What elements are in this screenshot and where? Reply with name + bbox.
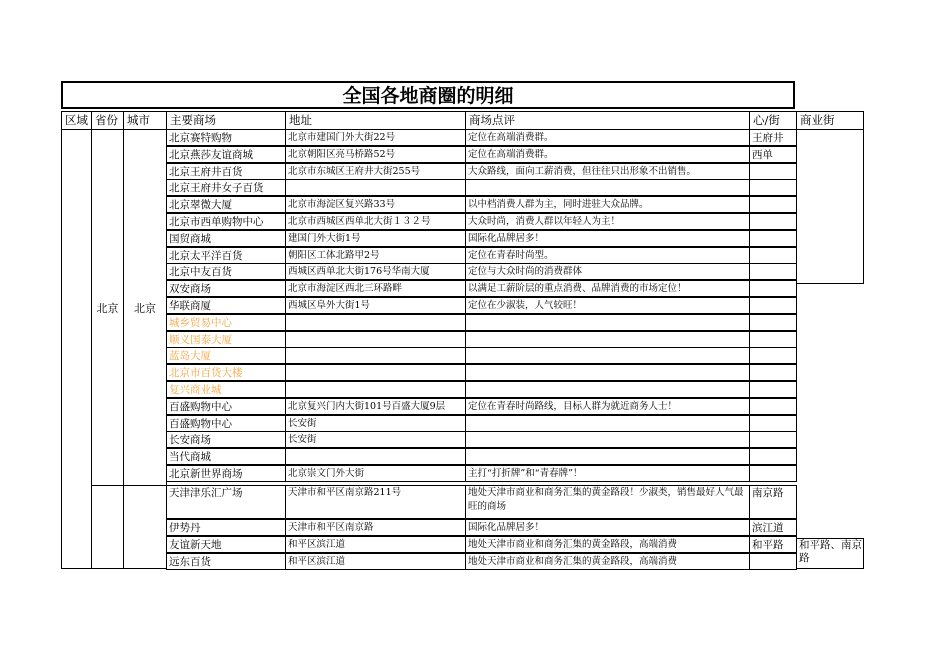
comment-cell: 国际化品牌居多！: [465, 230, 750, 247]
address-cell: 北京市海淀区西北三环路畔: [285, 280, 466, 297]
comment-cell: [465, 448, 750, 465]
mall-cell: 远东百货: [166, 553, 286, 570]
mall-cell: 复兴商业城: [166, 381, 286, 398]
comment-cell: [465, 347, 750, 364]
street-cell: [749, 364, 797, 381]
comment-cell: [465, 314, 750, 331]
street-cell: [749, 213, 797, 230]
comment-cell: 定位在青春时尚路线，目标人群为就近商务人士！: [465, 398, 750, 415]
mall-cell: 天津津乐汇广场: [166, 485, 286, 519]
address-cell: 北京崇文门外大街: [285, 465, 466, 482]
table-row: [166, 130, 784, 147]
address-cell: 长安街: [285, 431, 466, 448]
mall-cell: 友谊新天地: [166, 536, 286, 553]
table-row: [166, 365, 750, 382]
comment-cell: [465, 364, 750, 381]
mall-cell: 蓝岛大厦: [166, 347, 286, 364]
mall-cell: 华联商厦: [166, 297, 286, 314]
header-region: 区域: [61, 111, 92, 130]
header-province: 省份: [91, 111, 124, 130]
comment-cell: 定位在高端消费群。: [465, 129, 750, 146]
mall-cell: 北京王府井女子百货: [166, 179, 286, 196]
table-row: [166, 537, 784, 554]
table-row: [166, 332, 750, 349]
comment-cell: 以满足工薪阶层的重点消费、品牌消费的市场定位！: [465, 280, 750, 297]
street-cell: [749, 415, 797, 432]
address-cell: [285, 314, 466, 331]
street-cell: [749, 163, 797, 180]
comment-cell: [465, 179, 750, 196]
header-business-street: 商业街: [796, 111, 864, 130]
street-cell: [749, 331, 797, 348]
comment-cell: [465, 431, 750, 448]
mall-cell: 顺义国泰大厦: [166, 331, 286, 348]
address-cell: 北京复兴门内大街101号百盛大厦9层: [285, 398, 466, 415]
table-row: [166, 399, 750, 416]
street-cell: [749, 297, 797, 314]
street-cell: [749, 431, 797, 448]
city-cell-beijing: 北京: [123, 129, 167, 486]
address-cell: 西城区阜外大街1号: [285, 297, 466, 314]
mall-cell: 北京太平洋百货: [166, 247, 286, 264]
table-row: [166, 214, 750, 231]
comment-cell: [465, 381, 750, 398]
mall-cell: 城乡贸易中心: [166, 314, 286, 331]
address-cell: [285, 179, 466, 196]
street-cell: 南京路: [749, 485, 797, 519]
table-row: [166, 231, 750, 248]
mall-cell: 北京赛特购物: [166, 129, 286, 146]
table-row: [166, 416, 750, 433]
street-cell: [749, 230, 797, 247]
street-cell: [749, 263, 797, 280]
mall-cell: 百盛购物中心: [166, 398, 286, 415]
address-cell: 北京市海淀区复兴路33号: [285, 196, 466, 213]
street-cell: [749, 179, 797, 196]
comment-cell: 定位在青春时尚型。: [465, 247, 750, 264]
province-cell-beijing: 北京: [91, 129, 124, 486]
comment-cell: 主打“打折牌”和“青春牌”！: [465, 465, 750, 482]
address-cell: 北京市西城区西单北大街１３２号: [285, 213, 466, 230]
mall-cell: 北京市西单购物中心: [166, 213, 286, 230]
table-row: [166, 264, 750, 281]
comment-cell: [465, 415, 750, 432]
mall-cell: 北京新世界商场: [166, 465, 286, 482]
comment-cell: 定位在少淑装，人气较旺！: [465, 297, 750, 314]
header-mall: 主要商场: [166, 111, 286, 130]
comment-cell: 以中档消费人群为主，同时进驻大众品牌。: [465, 196, 750, 213]
street-cell: [749, 381, 797, 398]
province-cell-tianjin: [91, 485, 124, 569]
street-cell: [749, 247, 797, 264]
table-row: [166, 147, 773, 164]
header-center-street: 心/街: [749, 111, 797, 130]
street-cell: 王府井: [749, 129, 797, 146]
comment-cell: 定位与大众时尚的消费群体: [465, 263, 750, 280]
mall-cell: 国贸商城: [166, 230, 286, 247]
region-cell: [61, 129, 92, 569]
comment-cell: 地处天津市商业和商务汇集的黄金路段，高端消费: [465, 536, 750, 553]
comment-cell: 国际化品牌居多！: [465, 519, 750, 536]
street-cell: 滨江道: [749, 519, 797, 536]
street-cell: [749, 553, 797, 570]
business-street-beijing: [796, 129, 864, 284]
street-cell: 和平路: [749, 536, 797, 553]
address-cell: 建国门外大街1号: [285, 230, 466, 247]
mall-cell: 当代商城: [166, 448, 286, 465]
street-cell: [749, 196, 797, 213]
comment-cell: 定位在高端消费群。: [465, 146, 750, 163]
address-cell: 天津市和平区南京路211号: [285, 485, 466, 519]
table-row: [166, 348, 750, 365]
city-cell-tianjin: [123, 485, 167, 569]
street-cell: [749, 398, 797, 415]
sheet-title: 全国各地商圈的明细: [61, 81, 795, 109]
table-row: [166, 382, 750, 399]
table-row: [166, 520, 784, 537]
table-row: [166, 315, 750, 332]
address-cell: [285, 364, 466, 381]
mall-cell: 北京中友百货: [166, 263, 286, 280]
table-row: [166, 432, 750, 449]
comment-cell: 大众时尚，消费人群以年轻人为主！: [465, 213, 750, 230]
comment-cell: [465, 331, 750, 348]
table-row: [166, 164, 750, 181]
street-cell: [749, 448, 797, 465]
header-comment: 商场点评: [465, 111, 750, 130]
address-cell: 和平区滨江道: [285, 553, 466, 570]
address-cell: [285, 381, 466, 398]
street-cell: 西单: [749, 146, 797, 163]
street-cell: [749, 465, 797, 482]
header-city: 城市: [123, 111, 167, 130]
table-row: [166, 281, 750, 298]
table-row: [166, 180, 750, 197]
address-cell: 朝阳区工体北路甲2号: [285, 247, 466, 264]
business-street-tianjin: 和平路、南京路: [796, 538, 864, 569]
mall-cell: 北京燕莎友谊商城: [166, 146, 286, 163]
header-address: 地址: [285, 111, 466, 130]
mall-cell: 伊势丹: [166, 519, 286, 536]
table-row: [166, 197, 750, 214]
mall-cell: 双安商场: [166, 280, 286, 297]
address-cell: 天津市和平区南京路: [285, 519, 466, 536]
street-cell: [749, 280, 797, 297]
table-row: [166, 248, 750, 265]
street-cell: [749, 347, 797, 364]
address-cell: [285, 331, 466, 348]
address-cell: 西城区西单北大街176号华南大厦: [285, 263, 466, 280]
table-row: [166, 449, 750, 466]
table-row: [166, 554, 750, 571]
table-row: [166, 466, 750, 483]
address-cell: 长安街: [285, 415, 466, 432]
mall-cell: 北京市百货大楼: [166, 364, 286, 381]
mall-cell: 北京王府井百货: [166, 163, 286, 180]
table-row: [166, 298, 750, 315]
comment-cell: 地处天津市商业和商务汇集的黄金路段，高端消费: [465, 553, 750, 570]
address-cell: [285, 448, 466, 465]
address-cell: 北京市建国门外大街22号: [285, 129, 466, 146]
address-cell: [285, 347, 466, 364]
table-row: [166, 486, 784, 512]
address-cell: 北京市东城区王府井大街255号: [285, 163, 466, 180]
address-cell: 和平区滨江道: [285, 536, 466, 553]
mall-cell: 长安商场: [166, 431, 286, 448]
address-cell: 北京朝阳区亮马桥路52号: [285, 146, 466, 163]
mall-cell: 北京翠微大厦: [166, 196, 286, 213]
street-cell: [749, 314, 797, 331]
comment-cell: 大众路线，面向工薪消费，但往往只出形象不出销售。: [465, 163, 750, 180]
mall-cell: 百盛购物中心: [166, 415, 286, 432]
comment-cell: 地处天津市商业和商务汇集的黄金路段！少淑类，销售最好人气最旺的商场: [465, 485, 750, 519]
